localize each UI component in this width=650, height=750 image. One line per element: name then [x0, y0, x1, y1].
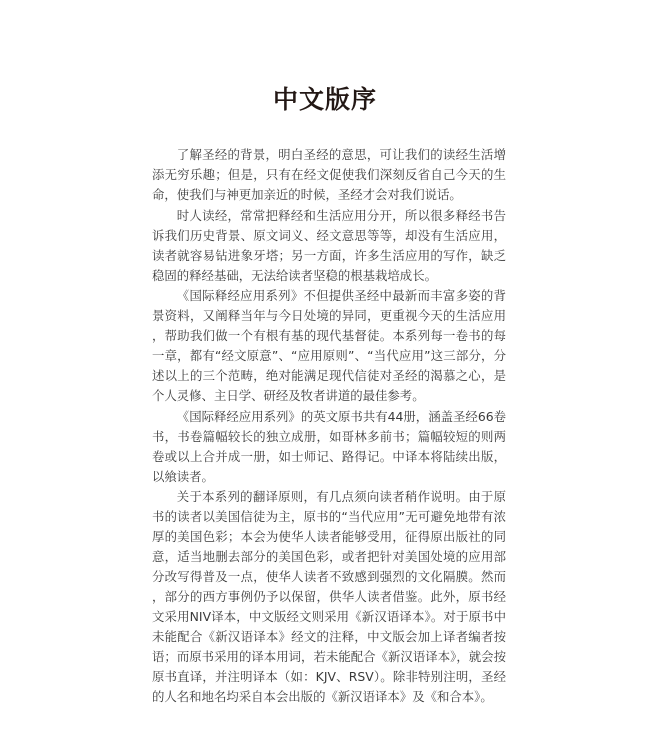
paragraph-3: 《国际释经应用系列》不但提供圣经中最新而丰富多姿的背景资料，又阐释当年与今日处境的异同，更重视今天的生活应用，帮助我们做一个有根有基的现代基督徒。本系列每一卷书的每一章，都有“经文原意”、“应用原则”、“当代应用”这三部分，分述以上的三个范畴，绝对能满足现代信徒对圣经的渴慕之心，是个人灵修、主日学、研经及牧者讲道的最佳参考。: [152, 288, 506, 403]
body-text: [152, 145, 506, 708]
paragraph-5: 关于本系列的翻译原则，有几点须向读者稍作说明。由于原书的读者以美国信徒为主，原书的“当代应用”无可避免地带有浓厚的美国色彩；本会为使华人读者能够受用，征得原出版社的同意，适当地删去部分的美国色彩，或者把针对美国处境的应用部分改写得普及一点，使华人读者不致感到强烈的文化隔膜。然而，部分的西方事例仍予以保留，供华人读者借鉴。此外，原书经文采用NIV译本，中文版经文则采用《新汉语译本》。对于原书中未能配合《新汉语译本》经文的注释，中文版会加上译者编者按语；而原书采用的译本用词，若未能配合《新汉语译本》，就会按原书直译，并注明译本（如：KJV、RSV）。除非特别注明，圣经的人名和地名均采自本会出版的《新汉语译本》及《和合本》。: [152, 489, 506, 704]
paragraph-4: 《国际释经应用系列》的英文原书共有44册，涵盖圣经66卷书，书卷篇幅较长的独立成册，如哥林多前书；篇幅较短的则两卷或以上合并成一册，如士师记、路得记。中译本将陆续出版，以飨读者。: [152, 408, 506, 484]
paragraph-2: 时人读经，常常把释经和生活应用分开，所以很多释经书告诉我们历史背景、原文词义、经文意思等等，却没有生活应用，读者就容易钻进象牙塔；另一方面，许多生活应用的写作，缺乏稳固的释经基础，无法给读者坚稳的根基栽培成长。: [152, 207, 506, 283]
page-title: 中文版序: [272, 85, 377, 114]
paragraph-1: 了解圣经的背景，明白圣经的意思，可让我们的读经生活增添无穷乐趣；但是，只有在经文促使我们深刻反省自己今天的生命，使我们与神更加亲近的时候，圣经才会对我们说话。: [152, 147, 506, 202]
